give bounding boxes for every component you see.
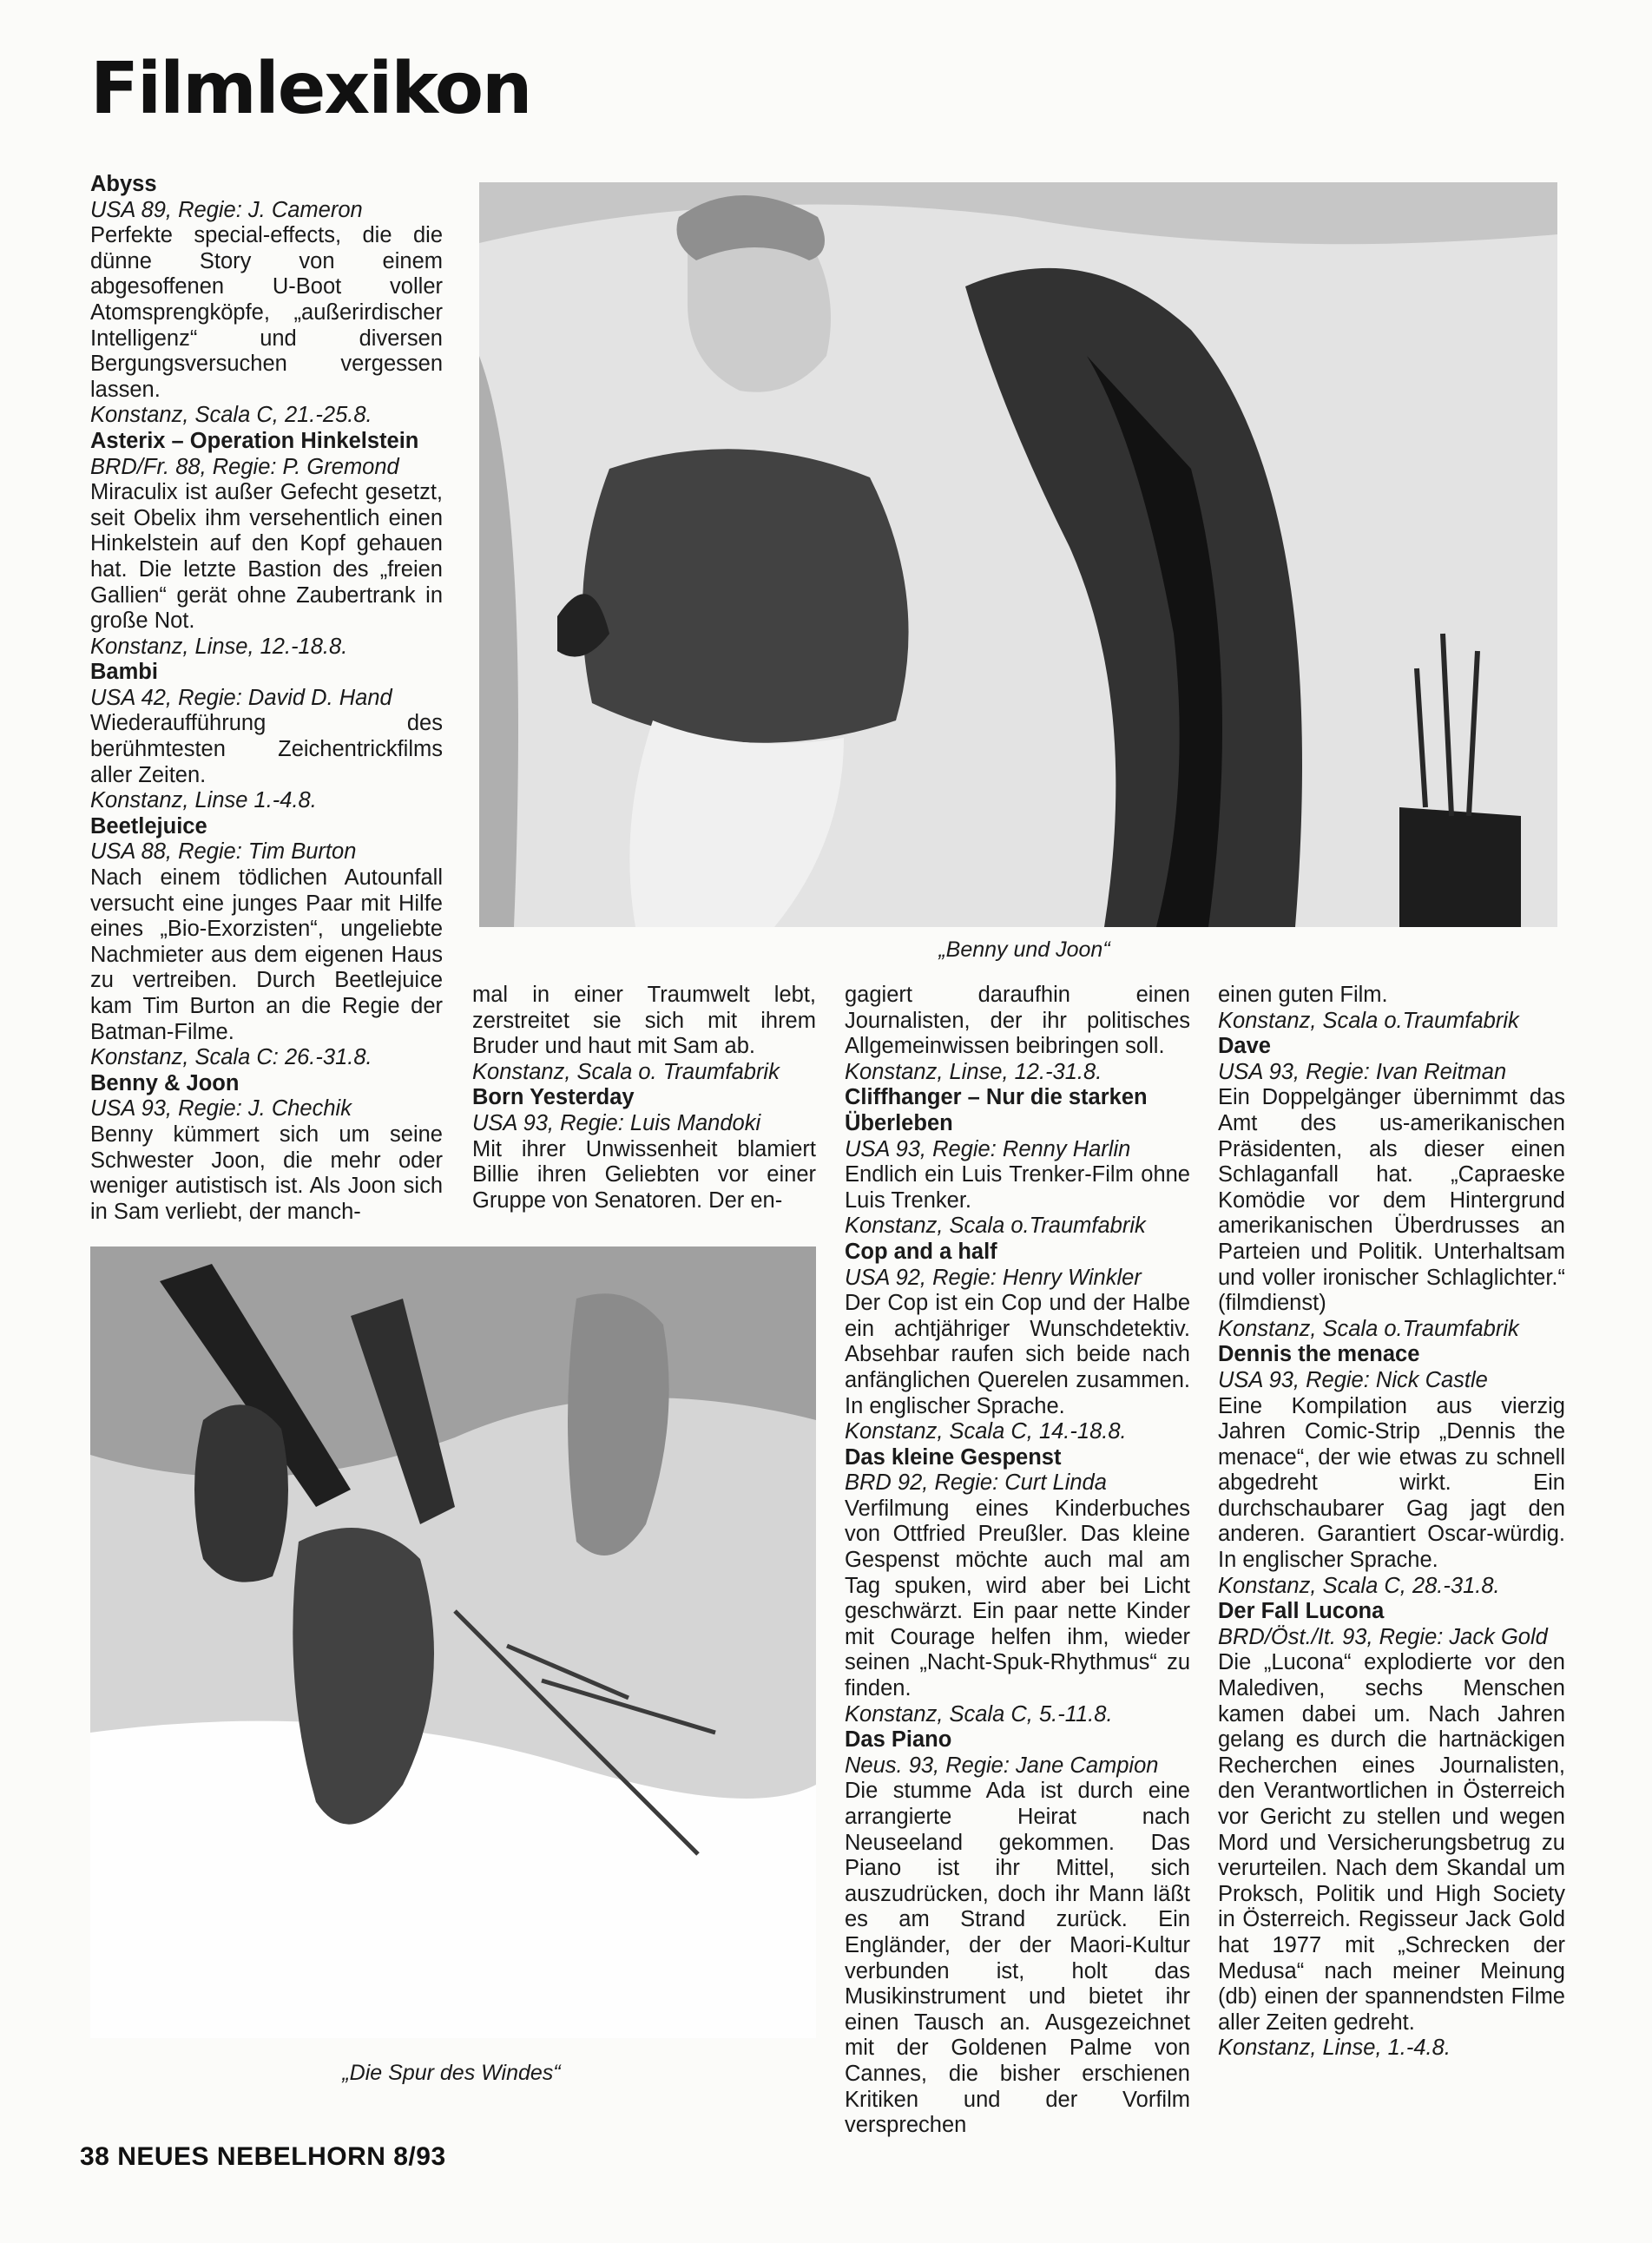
entry-title: Das Piano: [845, 1727, 952, 1753]
entry-dennis-the-menace: [1218, 1342, 1565, 1599]
entry-description: Die „Lucona“ explodierte vor den Malediven, sechs Menschen kamen dabei um. Nach Jahren gelang es durch die hartnäckigen Recherchen eines Journalisten, den Verantwortlichen in Österreich vor Gericht zu stellen und wegen Mord und Versicherungsbetrug zu verurteilen. Nach dem Skandal um Proksch, Politik und High Society in Österreich. Regisseur Jack Gold hat 1977 mit „Schrecken der Medusa“ nach meiner Meinung (db) einen der spannendsten Filme aller Zeiten gedreht.: [1218, 1650, 1565, 2035]
entry-screening: Konstanz, Scala o.Traumfabrik: [845, 1214, 1146, 1239]
caption-benny-und-joon: „Benny und Joon“: [938, 937, 1110, 962]
entry-screening: Konstanz, Scala C, 21.-25.8.: [90, 403, 372, 428]
entry-bambi: [90, 660, 443, 814]
entry-description: Nach einem tödlichen Autounfall versucht eine junges Paar mit Hilfe eines „Bio-Exorzisten“, ungeliebte Nachmieter aus dem eigenen Haus zu vertreiben. Durch Beetlejuice kam Tim Burton an die Regie der Batman-Filme.: [90, 865, 443, 1044]
entry-asterix: [90, 429, 443, 660]
entry-title: Das kleine Gespenst: [845, 1444, 1062, 1470]
entry-screening: Konstanz, Scala C: 26.-31.8.: [90, 1045, 372, 1070]
entry-title: Dennis the menace: [1218, 1342, 1420, 1367]
entry-meta: Neus. 93, Regie: Jane Campion: [845, 1753, 1159, 1778]
entry-meta: USA 42, Regie: David D. Hand: [90, 685, 392, 710]
entry-cliffhanger: [845, 1085, 1190, 1240]
entry-screening: Konstanz, Scala o. Traumfabrik: [472, 1059, 780, 1084]
entry-description: Eine Kompilation aus vierzig Jahren Comic-Strip „Dennis the menace“, der wie etwas zu schnell abgedreht wirkt. Ein durchschaubarer Gag jagt den anderen. Garantiert Oscar-würdig. In englischer Sprache.: [1218, 1393, 1565, 1573]
entry-meta: BRD/Fr. 88, Regie: P. Gremond: [90, 454, 399, 479]
entry-screening: Konstanz, Scala o.Traumfabrik: [1218, 1316, 1519, 1341]
entry-title: Benny & Joon: [90, 1070, 240, 1095]
die-spur-des-windes-image: [90, 1246, 816, 2038]
entry-screening: Konstanz, Linse, 12.-31.8.: [845, 1059, 1102, 1084]
entry-meta: BRD/Öst./It. 93, Regie: Jack Gold: [1218, 1624, 1548, 1649]
entry-dave: [1218, 1034, 1565, 1342]
entry-meta: USA 93, Regie: Luis Mandoki: [472, 1110, 761, 1135]
entry-meta: BRD 92, Regie: Curt Linda: [845, 1470, 1107, 1496]
entry-meta: USA 93, Regie: Ivan Reitman: [1218, 1059, 1507, 1084]
entry-meta: USA 88, Regie: Tim Burton: [90, 839, 357, 865]
entry-screening: Konstanz, Linse, 12.-18.8.: [90, 634, 348, 659]
entry-description: Wiederaufführung des berühmtesten Zeichentrickfilms aller Zeiten.: [90, 711, 443, 787]
entry-title: Beetlejuice: [90, 813, 207, 839]
entry-meta: USA 93, Regie: J. Chechik: [90, 1096, 352, 1122]
entry-title: Der Fall Lucona: [1218, 1599, 1385, 1624]
benny-und-joon-image: [479, 182, 1557, 927]
entry-screening: Konstanz, Scala C, 28.-31.8.: [1218, 1573, 1500, 1598]
page-footer: 38 NEUES NEBELHORN 8/93: [80, 2142, 446, 2171]
continued-text: einen guten Film.: [1218, 983, 1388, 1007]
entry-title: Asterix – Operation Hinkelstein: [90, 428, 419, 453]
entry-screening: Konstanz, Linse, 1.-4.8.: [1218, 2036, 1451, 2061]
entry-title: Born Yesterday: [472, 1085, 635, 1110]
entry-description: Verfilmung eines Kinderbuches von Ottfried Preußler. Das kleine Gespenst möchte auch mal am Tag spuken, wird aber bei Licht geschwärzt. Ein paar nette Kinder mit Courage helfen ihm, wieder seinen „Nacht-Spuk-Rhythmus“ zu finden.: [845, 1496, 1190, 1701]
entry-das-kleine-gespenst: [845, 1445, 1190, 1728]
column-2: [472, 983, 816, 1214]
entry-title: Cliffhanger – Nur die starken Überleben: [845, 1085, 1148, 1135]
entry-der-fall-lucona: [1218, 1599, 1565, 2062]
entry-meta: USA 89, Regie: J. Cameron: [90, 197, 363, 222]
entry-title: Abyss: [90, 172, 157, 196]
entry-description: Der Cop ist ein Cop und der Halbe ein achtjähriger Wunschdetektiv. Absehbar raufen sich beide nach anfänglichen Querelen zusammen. In englischer Sprache.: [845, 1291, 1190, 1418]
entry-meta: USA 92, Regie: Henry Winkler: [845, 1265, 1142, 1290]
continued-text: mal in einer Traumwelt lebt, zerstreitet sie sich mit ihrem Bruder und haut mit Sam ab.: [472, 983, 816, 1059]
photo-benny-und-joon: [479, 182, 1557, 927]
page-title: Filmlexikon: [90, 48, 531, 130]
entry-description: Ein Doppelgänger übernimmt das Amt des us-amerikanischen Präsidenten, als dieser einen Schlaganfall hat. „Capraeske Komödie vor dem Hintergrund amerikanischen Überdrusses an Parteien und Politik. Unterhaltsam und voller ironischer Schlaglichter.“ (filmdienst): [1218, 1085, 1565, 1316]
entry-description: Benny kümmert sich um seine Schwester Joon, die mehr oder weniger autistisch ist. Als Joon sich in Sam verliebt, der manch-: [90, 1122, 443, 1224]
entry-description: Perfekte special-effects, die die dünne Story von einem abgesoffenen U-Boot voller Atomsprengköpfe, „außerirdischer Intelligenz“ und diversen Bergungsversuchen vergessen lassen.: [90, 223, 443, 402]
entry-benny-joon: [90, 1071, 443, 1226]
entry-beetlejuice: [90, 814, 443, 1071]
entry-screening: Konstanz, Scala o.Traumfabrik: [1218, 1008, 1519, 1033]
entry-description: Endlich ein Luis Trenker-Film ohne Luis Trenker.: [845, 1162, 1190, 1213]
column-1: [90, 172, 443, 1225]
entry-description: Mit ihrer Unwissenheit blamiert Billie ihren Geliebten vor einer Gruppe von Senatoren. Der en-: [472, 1136, 816, 1213]
entry-meta: USA 93, Regie: Nick Castle: [1218, 1367, 1488, 1392]
entry-description: Die stumme Ada ist durch eine arrangierte Heirat nach Neuseeland gekommen. Das Piano ist ihr Mittel, sich auszudrücken, doch ihr Mann läßt es am Strand zurück. Ein Engländer, der der Maori-Kultur verbunden ist, holt das Musikinstrument und bietet ihr einen Tausch an. Ausgezeichnet mit der Goldenen Palme von Cannes, die bisher erschienen Kritiken und der Vorfilm versprechen: [845, 1779, 1190, 2138]
entry-cop-and-a-half: [845, 1240, 1190, 1445]
continued-text: gagiert daraufhin einen Journalisten, der ihr politisches Allgemeinwissen beibringen soll.: [845, 983, 1190, 1059]
entry-abyss: [90, 172, 443, 429]
entry-born-yesterday: [472, 1085, 816, 1214]
photo-die-spur-des-windes: [90, 1246, 816, 2038]
entry-meta: USA 93, Regie: Renny Harlin: [845, 1136, 1131, 1161]
column-4: [1218, 983, 1565, 2062]
entry-screening: Konstanz, Scala C, 14.-18.8.: [845, 1419, 1127, 1444]
column-3: [845, 983, 1190, 2139]
entry-title: Bambi: [90, 660, 158, 685]
entry-das-piano: [845, 1727, 1190, 2139]
entry-title: Dave: [1218, 1034, 1271, 1059]
entry-screening: Konstanz, Linse 1.-4.8.: [90, 788, 317, 813]
entry-screening: Konstanz, Scala C, 5.-11.8.: [845, 1701, 1113, 1727]
entry-description: Miraculix ist außer Gefecht gesetzt, seit Obelix ihm versehentlich einen Hinkelstein auf den Kopf gehauen hat. Die letzte Bastion des „freien Gallien“ gerät ohne Zaubertrank in große Not.: [90, 480, 443, 634]
caption-die-spur-des-windes: „Die Spur des Windes“: [342, 2061, 561, 2085]
entry-title: Cop and a half: [845, 1239, 997, 1264]
